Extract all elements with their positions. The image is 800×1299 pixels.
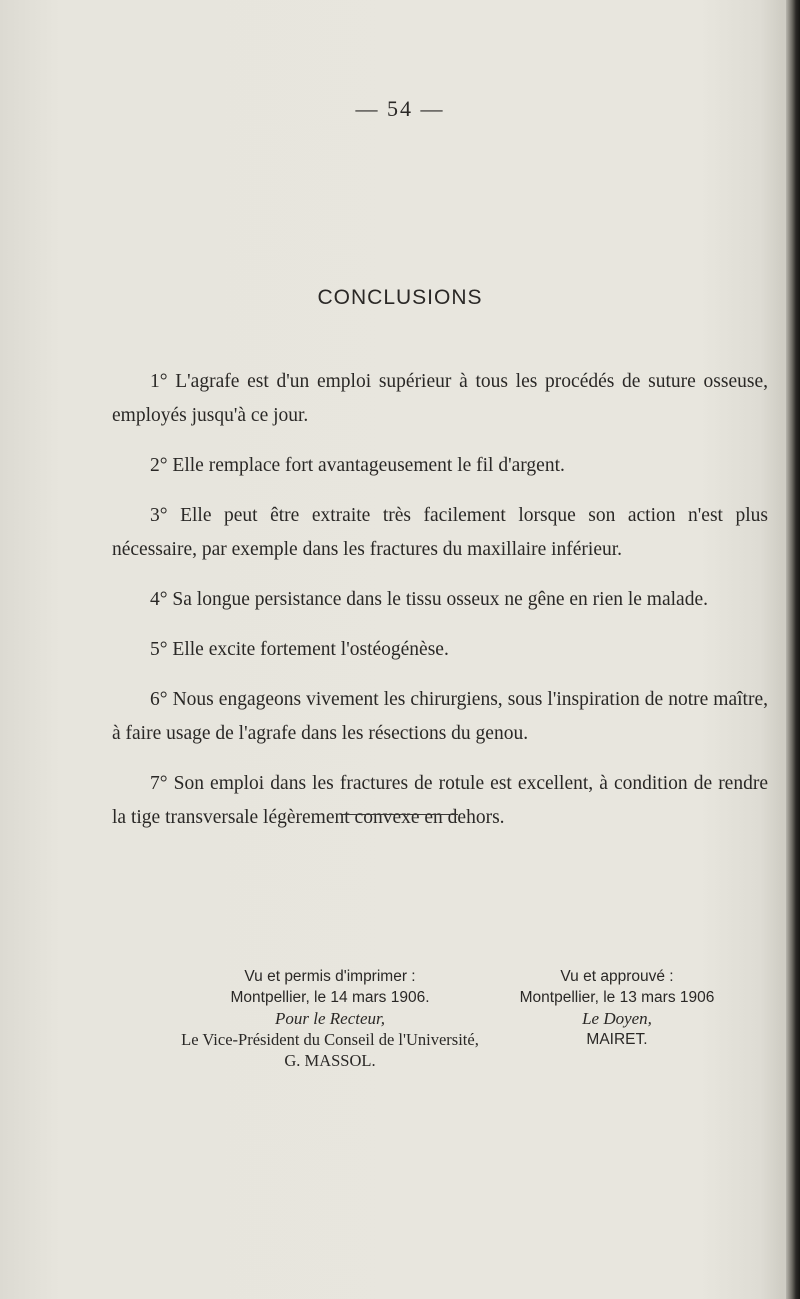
approval-block xyxy=(458,966,776,1050)
conclusion-item: 6° Nous engageons vivement les chirurgiens, sous l'inspiration de notre maître, à faire usage de l'agrafe dans les résections du genou. xyxy=(112,689,768,744)
imprimatur-title: Vu et permis d'imprimer : xyxy=(244,968,416,985)
approval-date: Montpellier, le 13 mars 1906 xyxy=(519,989,715,1006)
approval-role: Le Doyen, xyxy=(582,1009,652,1028)
conclusion-item: 5° Elle excite fortement l'ostéogénèse. xyxy=(150,639,449,660)
imprimatur-date: Montpellier, le 14 mars 1906. xyxy=(230,989,430,1006)
imprimatur-signatory: G. MASSOL. xyxy=(284,1051,376,1070)
section-divider xyxy=(342,814,458,815)
conclusion-item: 2° Elle remplace fort avantageusement le fil d'argent. xyxy=(150,455,565,476)
conclusion-item: 7° Son emploi dans les fractures de rotule est excellent, à condition de rendre la tige transversale légèrement convexe en dehors. xyxy=(112,773,768,828)
imprimatur-role: Pour le Recteur, xyxy=(275,1009,385,1028)
conclusion-item: 3° Elle peut être extraite très facilement lorsque son action n'est plus nécessaire, par exemple dans les fractures du maxillaire inférieur. xyxy=(112,505,768,560)
conclusion-item: 1° L'agrafe est d'un emploi supérieur à tous les procédés de suture osseuse, employés jusqu'à ce jour. xyxy=(112,371,768,426)
conclusions-list xyxy=(112,365,768,851)
approval-signatory: MAIRET. xyxy=(586,1031,648,1048)
book-spine-edge xyxy=(786,0,800,1299)
imprimatur-office: Le Vice-Président du Conseil de l'Université, xyxy=(181,1030,479,1049)
approval-title: Vu et approuvé : xyxy=(560,968,674,985)
section-heading: CONCLUSIONS xyxy=(317,286,483,309)
conclusion-item: 4° Sa longue persistance dans le tissu osseux ne gêne en rien le malade. xyxy=(150,589,708,610)
page-number: — 54 — xyxy=(355,96,445,121)
